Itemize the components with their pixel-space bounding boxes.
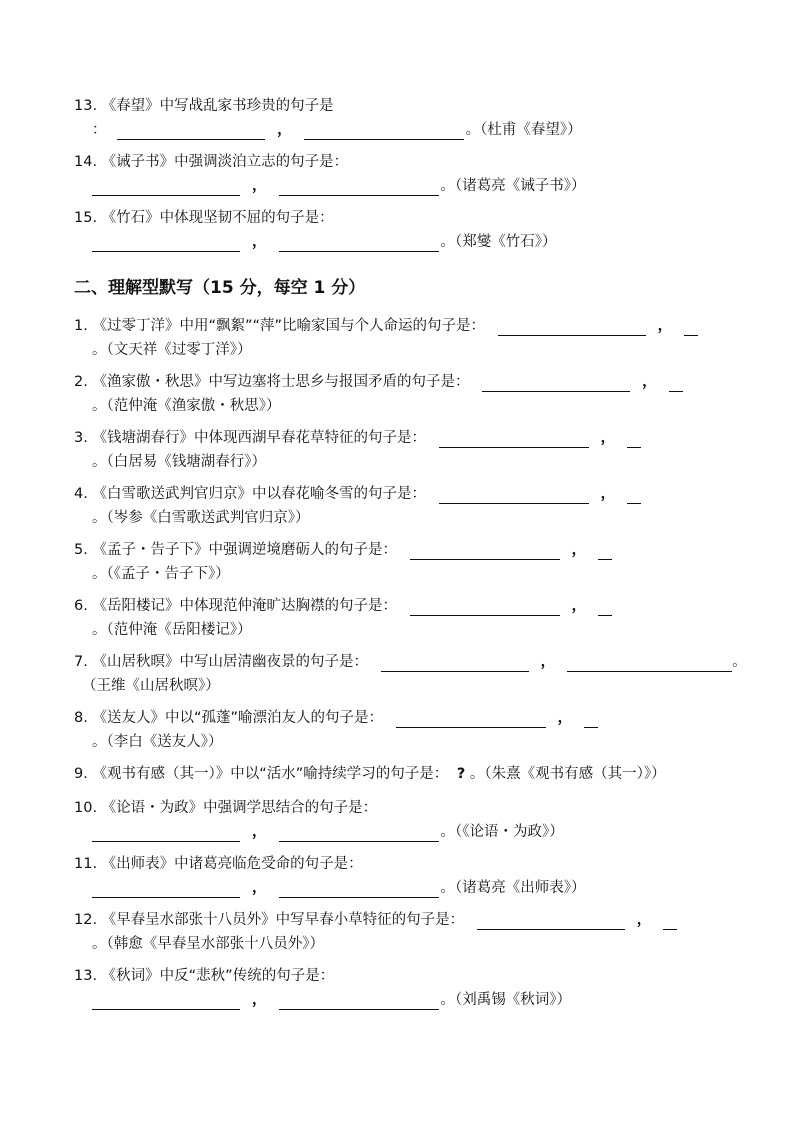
answer-blank[interactable] <box>598 544 612 560</box>
answer-blank[interactable] <box>567 656 732 672</box>
question-8-source-line: 。（李白《送友人》） <box>92 734 223 750</box>
source-note: （李白《送友人》） <box>106 734 223 750</box>
answer-blank[interactable] <box>117 124 265 140</box>
source-note: （岑参《白雪歌送武判官归京》） <box>106 510 310 526</box>
question-4-text: 4. 《白雪歌送武判官归京》中以春花喻冬雪的句子是： ， <box>74 484 641 504</box>
question-14-answer-line: ， 。（诸葛亮《诫子书》） <box>92 176 586 196</box>
source-note: （韩愈《早春呈水部张十八员外》） <box>106 936 324 952</box>
answer-blank[interactable] <box>627 432 641 448</box>
question-2-text: 2. 《渔家傲・秋思》中写边塞将士思乡与报国矛盾的句子是： ， <box>74 372 683 392</box>
source-note: （郑燮《竹石》） <box>455 234 557 250</box>
source-note: （刘禹锡《秋词》） <box>455 992 571 1008</box>
answer-blank[interactable] <box>396 712 546 728</box>
source-note: （诸葛亮《出师表》） <box>455 880 586 896</box>
source-note: （范仲淹《岳阳楼记》） <box>106 622 252 638</box>
answer-blank[interactable] <box>410 600 560 616</box>
answer-blank[interactable] <box>410 544 560 560</box>
source-note: （诸葛亮《诫子书》） <box>455 178 586 194</box>
question-13-answer-line: ： ， 。（杜甫《春望》） <box>92 122 582 138</box>
question-5-source-line: 。（《孟子・告子下》） <box>92 566 230 582</box>
question-11-answer-line: ， 。（诸葛亮《出师表》） <box>92 878 586 898</box>
question-6-text: 6. 《岳阳楼记》中体现范仲淹旷达胸襟的句子是： ， <box>74 596 612 616</box>
question-mark-placeholder: ? <box>456 766 466 782</box>
question-8-text: 8. 《送友人》中以“孤蓬”喻漂泊友人的句子是： ， <box>74 708 598 728</box>
question-13b-text: 13. 《秋词》中反“悲秋”传统的句子是： <box>74 968 335 984</box>
question-6-source-line: 。（范仲淹《岳阳楼记》） <box>92 622 252 638</box>
answer-blank[interactable] <box>684 320 698 336</box>
question-12-source-line: 。（韩愈《早春呈水部张十八员外》） <box>92 936 324 952</box>
question-10-answer-line: ， 。（《论语・为政》） <box>92 822 564 842</box>
question-1-source-line: 。（文天祥《过零丁洋》） <box>92 342 252 358</box>
answer-blank[interactable] <box>598 600 612 616</box>
question-15-text: 15. 《竹石》中体现坚韧不屈的句子是： <box>74 210 334 226</box>
answer-blank[interactable] <box>92 180 240 196</box>
question-3-text: 3. 《钱塘湖春行》中体现西湖早春花草特征的句子是： ， <box>74 428 641 448</box>
answer-blank[interactable] <box>439 432 589 448</box>
answer-blank[interactable] <box>279 882 439 898</box>
question-4-source-line: 。（岑参《白雪歌送武判官归京》） <box>92 510 310 526</box>
answer-blank[interactable] <box>92 826 240 842</box>
source-note: 。（朱熹《观书有感（其一）》） <box>469 766 666 782</box>
question-13-text: 13. 《春望》中写战乱家书珍贵的句子是 <box>74 98 334 114</box>
question-11-text: 11. 《出师表》中诸葛亮临危受命的句子是： <box>74 856 363 872</box>
question-5-text: 5. 《孟子・告子下》中强调逆境磨砺人的句子是： ， <box>74 540 612 560</box>
section-title: 二、理解型默写（15 分，每空 1 分） <box>74 278 366 298</box>
source-note: （王维《山居秋暝》） <box>82 678 220 694</box>
question-13b-answer-line: ， 。（刘禹锡《秋词》） <box>92 990 571 1010</box>
answer-blank[interactable] <box>92 994 240 1010</box>
source-note: （《论语・为政》） <box>455 824 564 840</box>
question-10-text: 10. 《论语・为政》中强调学思结合的句子是： <box>74 800 378 816</box>
source-note: （杜甫《春望》） <box>480 122 582 138</box>
question-7-text: 7. 《山居秋暝》中写山居清幽夜景的句子是： ， 。 <box>74 654 747 670</box>
question-15-answer-line: ， 。（郑燮《竹石》） <box>92 232 557 252</box>
source-note: （文天祥《过零丁洋》） <box>106 342 252 358</box>
source-note: （范仲淹《渔家傲・秋思》） <box>106 398 281 414</box>
answer-blank[interactable] <box>663 914 677 930</box>
answer-blank[interactable] <box>482 376 630 392</box>
answer-blank[interactable] <box>584 712 598 728</box>
answer-blank[interactable] <box>279 180 439 196</box>
question-14-text: 14. 《诫子书》中强调淡泊立志的句子是： <box>74 154 349 170</box>
answer-blank[interactable] <box>304 124 464 140</box>
answer-blank[interactable] <box>92 882 240 898</box>
answer-blank[interactable] <box>279 826 439 842</box>
question-3-source-line: 。（白居易《钱塘湖春行》） <box>92 454 266 470</box>
answer-blank[interactable] <box>92 236 240 252</box>
answer-blank[interactable] <box>439 488 589 504</box>
answer-blank[interactable] <box>279 236 439 252</box>
question-2-source-line: 。（范仲淹《渔家傲・秋思》） <box>92 398 281 414</box>
question-1-text: 1. 《过零丁洋》中用“飘絮”“萍”比喻家国与个人命运的句子是： ， <box>74 316 698 336</box>
answer-blank[interactable] <box>381 656 529 672</box>
answer-blank[interactable] <box>477 914 625 930</box>
question-12-text: 12. 《早春呈水部张十八员外》中写早春小草特征的句子是： ， <box>74 910 677 930</box>
source-note: （白居易《钱塘湖春行》） <box>106 454 266 470</box>
question-9-text: 9. 《观书有感（其一）》中以“活水”喻持续学习的句子是： ? 。（朱熹《观书有感（其一）》） <box>74 766 666 782</box>
answer-blank[interactable] <box>498 320 646 336</box>
answer-blank[interactable] <box>627 488 641 504</box>
question-7-source-line <box>82 676 220 696</box>
answer-blank[interactable] <box>669 376 683 392</box>
answer-blank[interactable] <box>279 994 439 1010</box>
source-note: （《孟子・告子下》） <box>106 566 230 582</box>
